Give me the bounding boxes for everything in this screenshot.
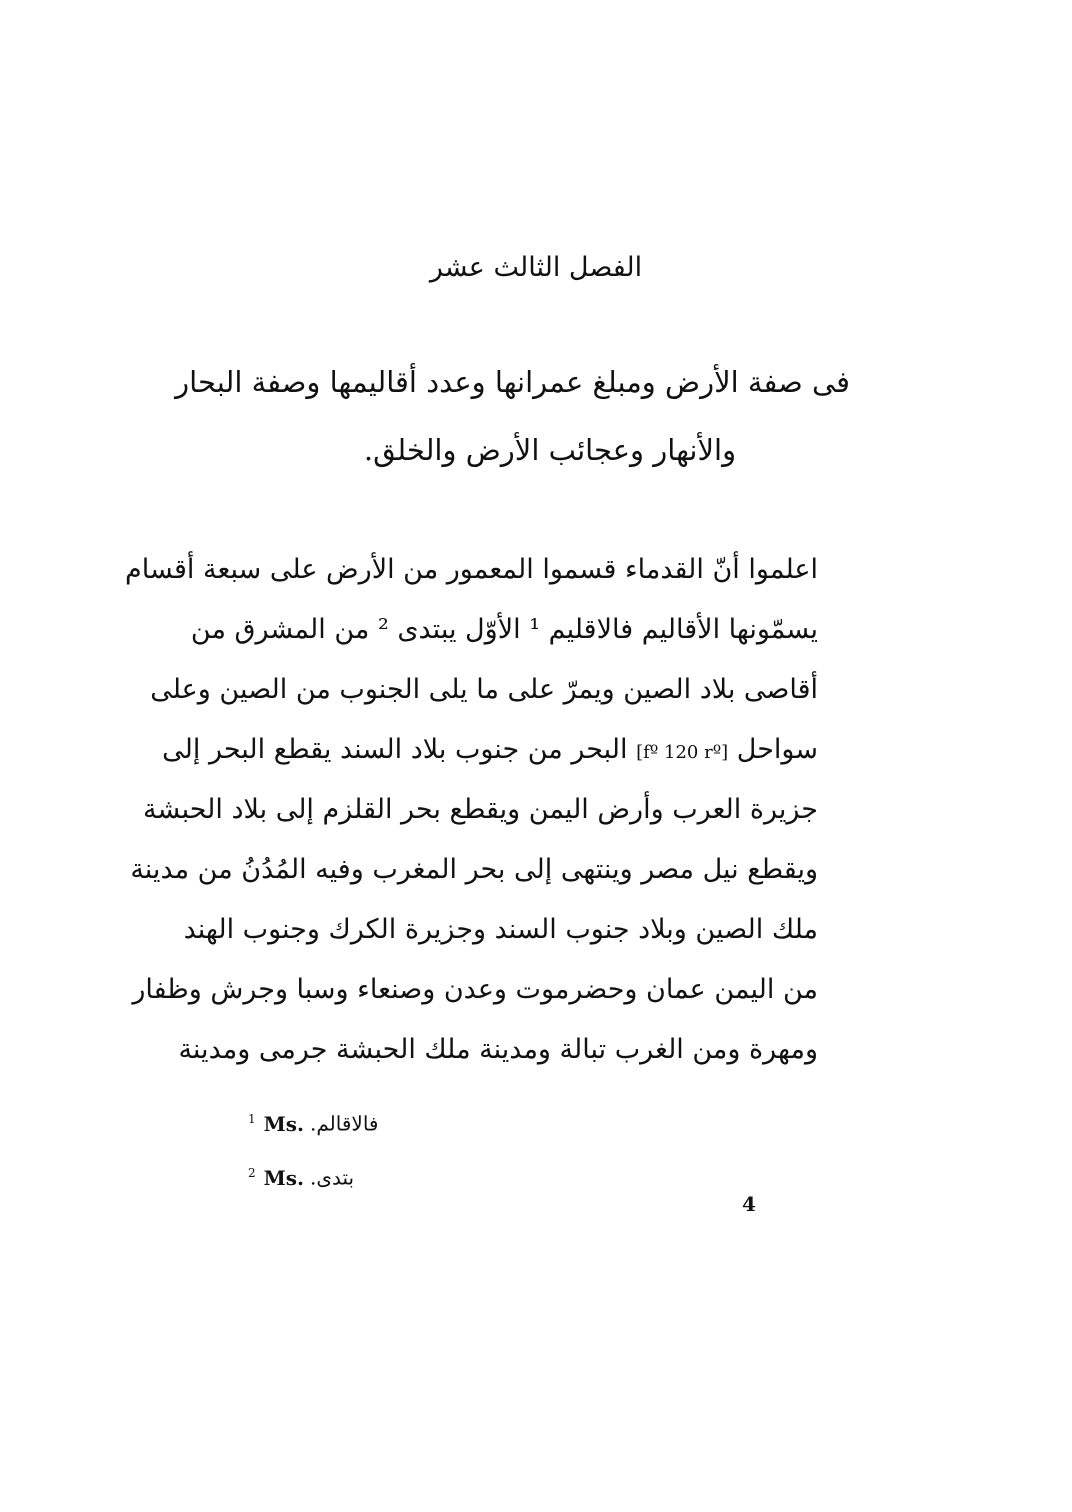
body-line: ملك الصين وبلاد جنوب السند وجزيرة الكرك وجنوب الهند [183,914,818,945]
footnote-number: 1 [248,1112,256,1126]
footnote-abbreviation: Ms. [263,1111,305,1136]
chapter-heading: الفصل الثالث عشر [429,252,643,283]
footnotes [248,1092,548,1200]
body-line-segment: سواحل [736,734,818,765]
footnote-number: 2 [248,1166,256,1180]
chapter-title-line: والأنهار وعجائب الأرض والخلق. [363,433,737,467]
footnote [248,1092,548,1146]
body-line: ومهرة ومن الغرب تبالة ومدينة ملك الحبشة جرمى ومدينة [178,1034,818,1065]
page-number: 4 [742,1192,756,1216]
body-line: اعلموا أنّ القدماء قسموا المعمور من الأرض على سبعة أقسام [125,554,818,585]
body-line: أقاصى بلاد الصين ويمرّ على ما يلى الجنوب من الصين وعلى [150,674,818,705]
body-line: من اليمن عمان وحضرموت وعدن وصنعاء وسبا وجرش وظفار [132,974,818,1005]
footnote-abbreviation: Ms. [263,1165,305,1190]
body-text [125,540,818,1080]
body-line-with-folio [162,720,818,780]
footnote-reading: بتدى. [310,1165,355,1190]
chapter-title [175,348,850,484]
body-line: جزيرة العرب وأرض اليمن ويقطع بحر القلزم إلى بلاد الحبشة [143,794,818,825]
body-line: ويقطع نيل مصر وينتهى إلى بحر المغرب وفيه المُدُنُ من مدينة [130,854,818,885]
footnote [248,1146,548,1200]
body-line: يسمّونها الأقاليم فالاقليم ¹ الأوّل يبتدى ² من المشرق من [190,614,818,645]
chapter-title-line: فى صفة الأرض ومبلغ عمرانها وعدد أقاليمها وصفة البحار [175,365,850,399]
body-line-segment: البحر من جنوب بلاد السند يقطع البحر إلى [162,734,628,765]
footnote-reading: فالاقالم. [310,1111,379,1136]
folio-marker: [fº 120 rº] [636,742,729,763]
